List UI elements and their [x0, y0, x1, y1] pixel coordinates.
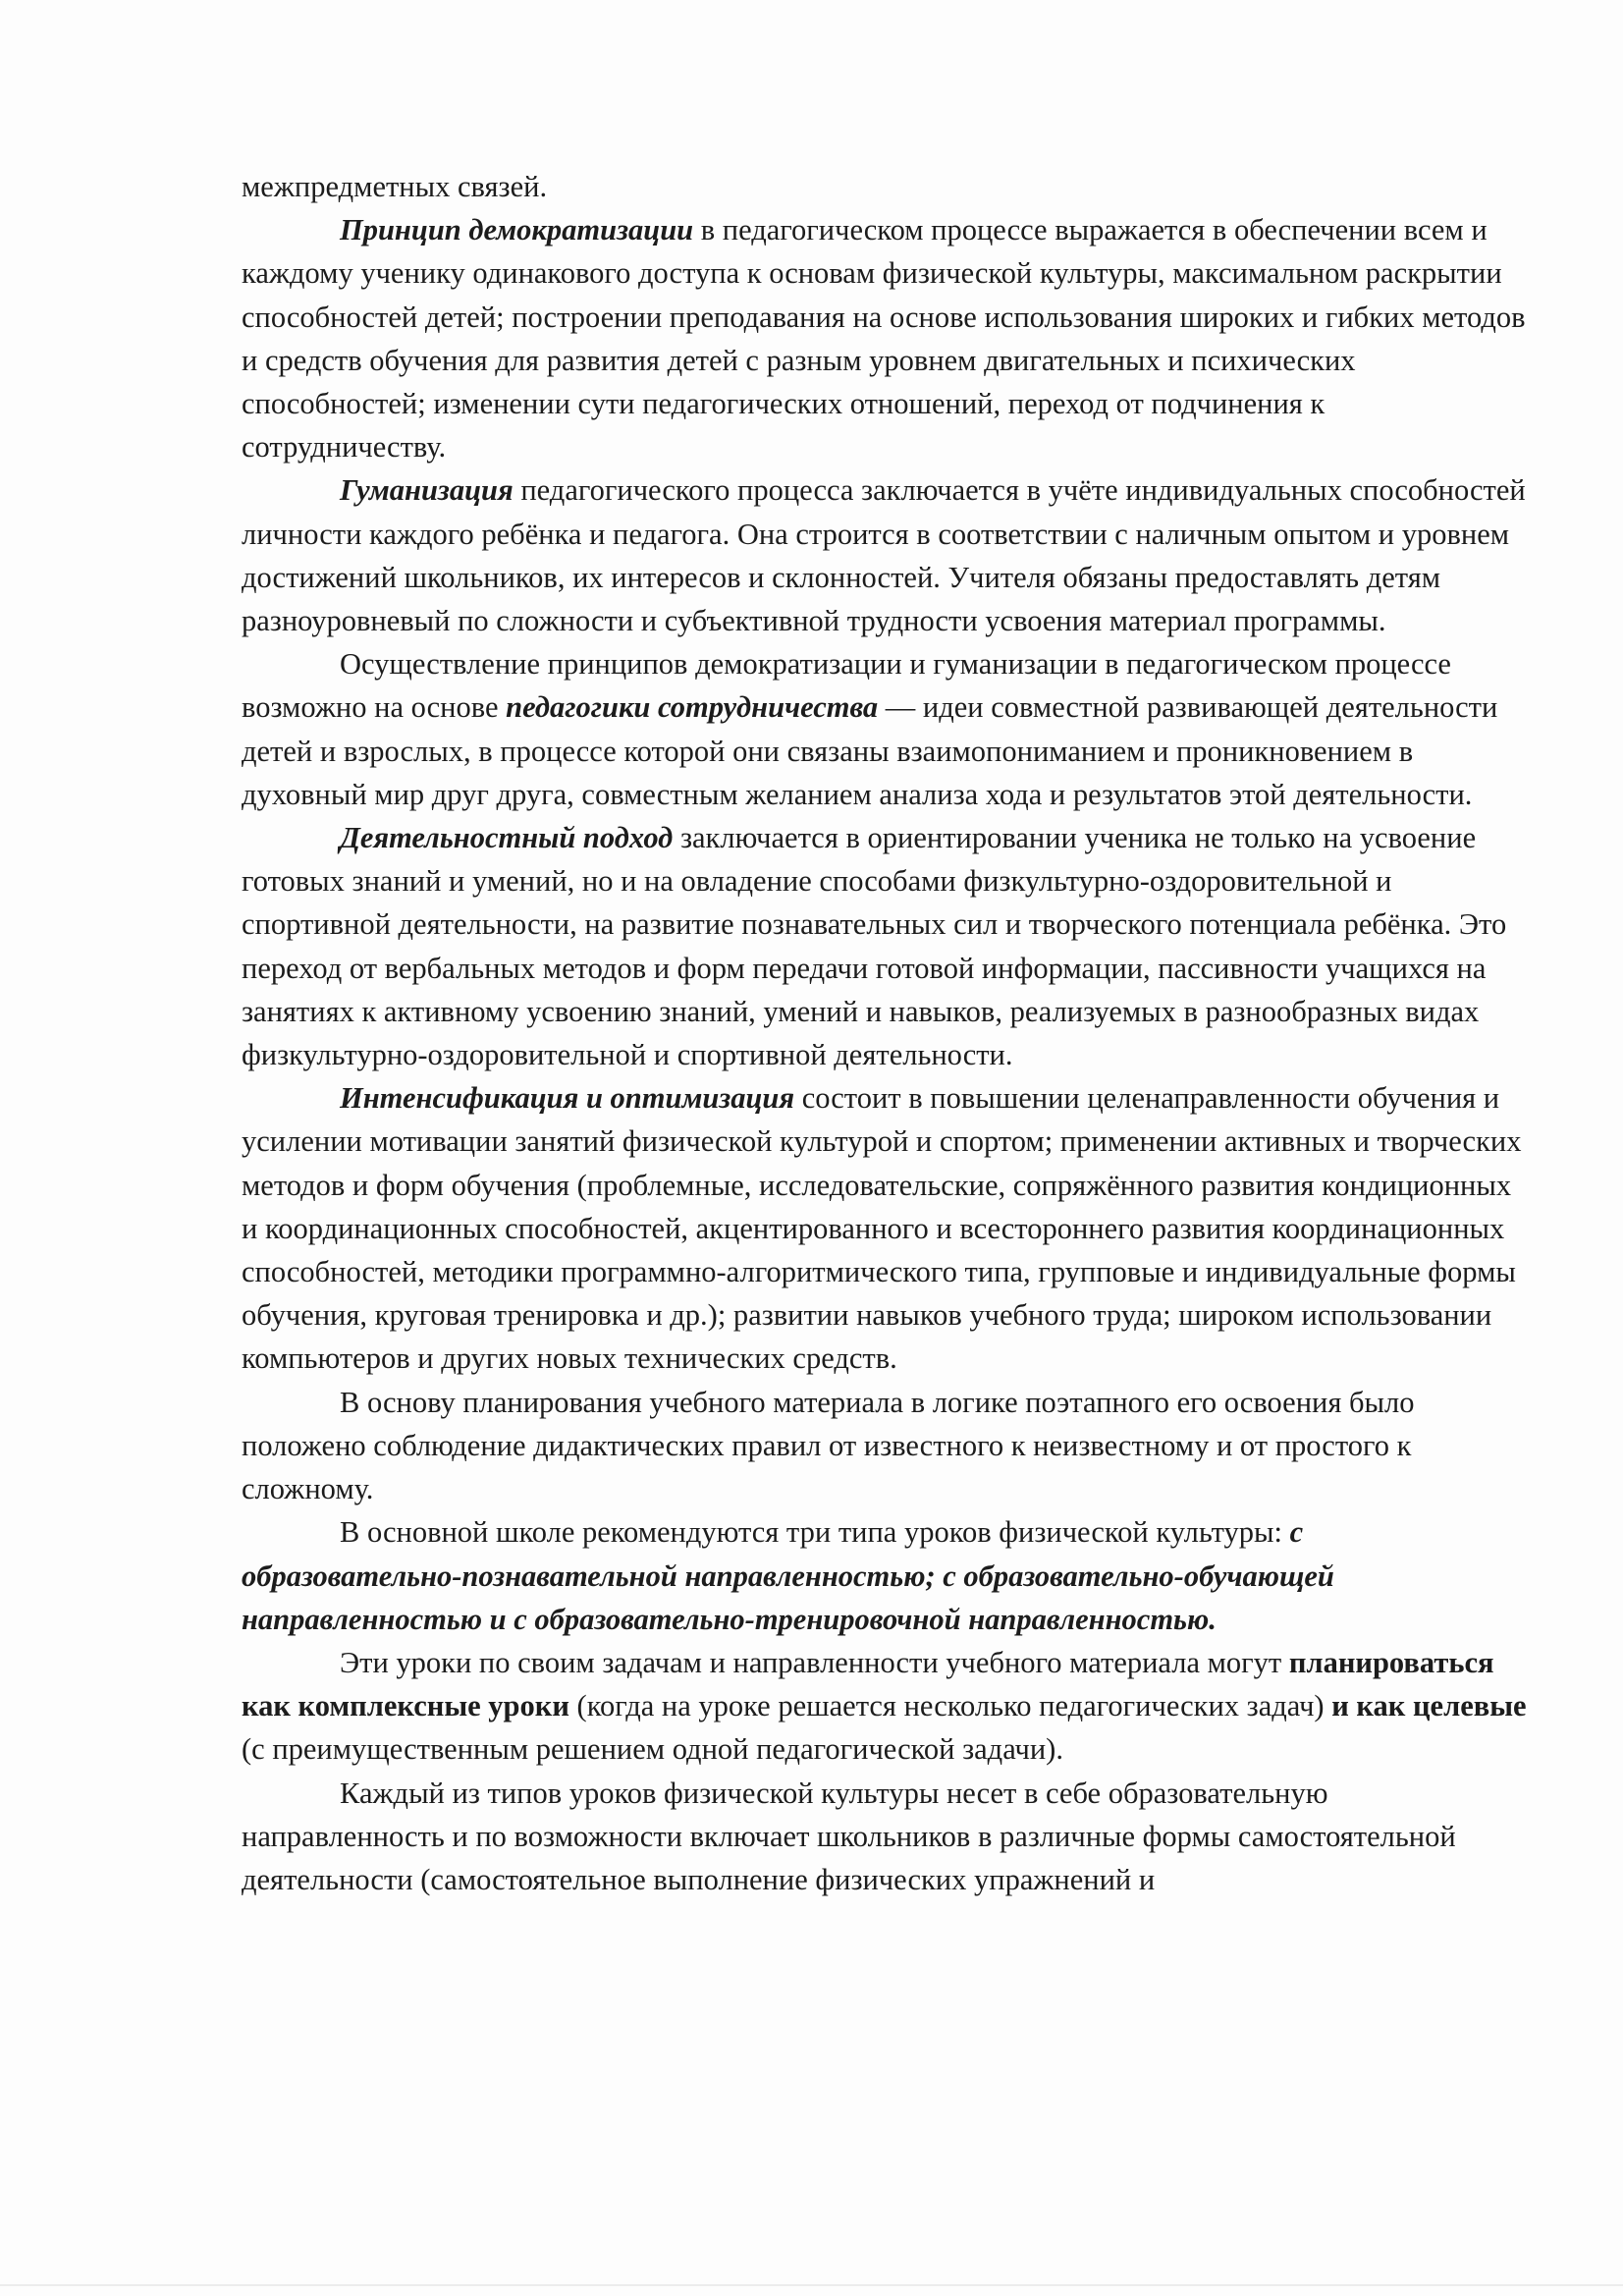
paragraph-text: состоит в повышении целенаправленности обучения и усилении мотивации занятий физической культурой и спортом; применении активных и творческих методов и форм обучения (проблемные, исследовательские, сопряжённого развития кондиционных и координационных способностей, акцентированного и всестороннего развития координационных способностей, методики программно-алгоритмического типа, групповые и индивидуальные формы обучения, круговая тренировка и др.); развитии навыков учебного труда; широком использовании компьютеров и других новых технических средств. [242, 1081, 1522, 1376]
term-cooperation-pedagogy: педагогики сотрудничества [506, 690, 879, 725]
paragraph-continuation [242, 165, 1528, 208]
paragraph-intensification [242, 1076, 1528, 1380]
scan-bottom-edge [0, 2284, 1623, 2286]
term-lesson-types: с образовательно-познавательной направленностью; с образовательно-обучающей направленностью и с образовательно-тренировочной направленностью. [242, 1515, 1334, 1636]
paragraph-text: Эти уроки по своим задачам и направленности учебного материала могут [340, 1645, 1289, 1679]
paragraph-lesson-planning [242, 1641, 1528, 1772]
paragraph-text: педагогического процесса заключается в учёте индивидуальных способностей личности каждого ребёнка и педагога. Она строится в соответствии с наличным опытом и уровнем достижений школьников, их интересов и склонностей. Учителя обязаны предоставлять детям разноуровневый по сложности и субъективной трудности усвоения материал программы. [242, 473, 1526, 638]
paragraph-activity-approach [242, 816, 1528, 1076]
paragraph-independent-activity [242, 1772, 1528, 1902]
paragraph-text: Каждый из типов уроков физической культуры несет в себе образовательную направленность и по возможности включает школьников в различные формы самостоятельной деятельности (самостоятельное выполнение физических упражнений и [242, 1776, 1456, 1896]
paragraph-text: В основной школе рекомендуются три типа уроков физической культуры: [340, 1515, 1290, 1550]
paragraph-lesson-types [242, 1510, 1528, 1641]
paragraph-text: Осуществление принципов демократизации и гуманизации в педагогическом процессе возможно на основе [242, 647, 1451, 725]
paragraph-humanization [242, 468, 1528, 642]
term-target-lessons: и как целевые [1331, 1689, 1527, 1723]
paragraph-text: в педагогическом процессе выражается в обеспечении всем и каждому ученику одинакового доступа к основам физической культуры, максимальном раскрытии способностей детей; построении преподавания на основе использования широких и гибких методов и средств обучения для развития детей с разным уровнем двигательных и психических способностей; изменении сути педагогических отношений, переход от подчинения к сотрудничеству. [242, 213, 1526, 465]
paragraph-planning [242, 1381, 1528, 1511]
paragraph-cooperation [242, 642, 1528, 816]
paragraph-text: заключается в ориентировании ученика не только на усвоение готовых знаний и умений, но и на овладение способами физкультурно-оздоровительной и спортивной деятельности, на развитие познавательных сил и творческого потенциала ребёнка. Это переход от вербальных методов и форм передачи готовой информации, пассивности учащихся на занятиях к активному усвоению знаний, умений и навыков, реализуемых в разнообразных видах физкультурно-оздоровительной и спортивной деятельности. [242, 821, 1507, 1072]
paragraph-text: (когда на уроке решается несколько педагогических задач) [568, 1689, 1332, 1723]
term-activity-approach: Деятельностный подход [340, 821, 674, 855]
term-complex-lessons: планироваться как комплексные уроки [242, 1645, 1494, 1723]
paragraph-text: В основу планирования учебного материала в логике поэтапного его освоения было положено соблюдение дидактических правил от известного к неизвестному и от простого к сложному. [242, 1385, 1415, 1506]
term-humanization: Гуманизация [340, 473, 514, 508]
term-intensification: Интенсификация и оптимизация [340, 1081, 795, 1116]
document-body [242, 165, 1528, 1901]
paragraph-text: — идеи совместной развивающей деятельности детей и взрослых, в процессе которой они связаны взаимопониманием и проникновением в духовный мир друг друга, совместным желанием анализа хода и результатов этой деятельности. [242, 690, 1498, 811]
paragraph-text: (с преимущественным решением одной педагогической задачи). [242, 1732, 1063, 1767]
term-democratization: Принцип демократизации [340, 213, 694, 247]
paragraph-democratization [242, 208, 1528, 468]
paragraph-text: межпредметных связей. [242, 170, 548, 203]
